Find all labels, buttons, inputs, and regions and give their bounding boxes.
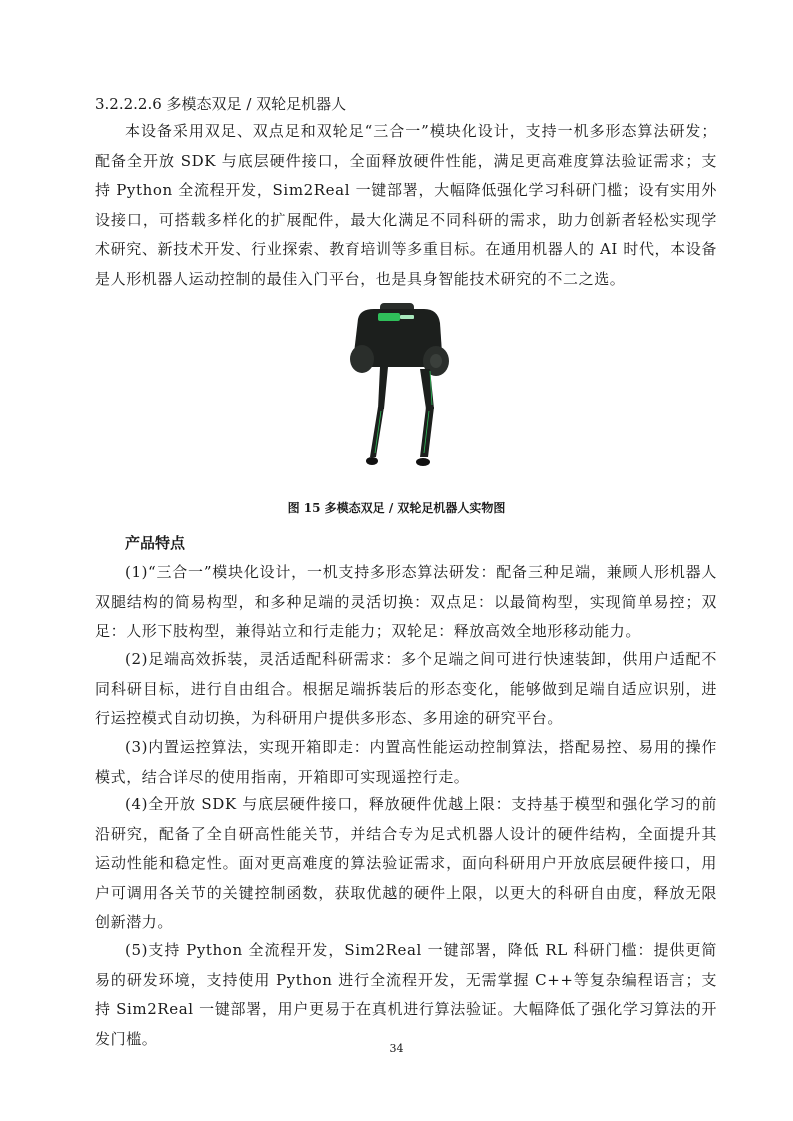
section-heading: 3.2.2.2.6 多模态双足 / 双轮足机器人 <box>95 95 347 113</box>
feature-paragraph: (3)内置运控算法，实现开箱即走：内置高性能运动控制算法，搭配易控、易用的操作模式，结合详尽的使用指南，开箱即可实现遥控行走。 <box>95 738 717 786</box>
robot-photo <box>340 297 456 477</box>
page-number: 34 <box>389 1042 404 1055</box>
feature-paragraph: (2)足端高效拆装，灵活适配科研需求：多个足端之间可进行快速装卸，供用户适配不同科研目标，进行自由组合。根据足端拆装后的形态变化，能够做到足端自适应识别，进行运控模式自动切换，为科研用户提供多形态、多用途的研究平台。 <box>95 650 717 727</box>
features-title: 产品特点 <box>125 534 186 552</box>
feature-paragraph: (1)“三合一”模块化设计，一机支持多形态算法研发：配备三种足端，兼顾人形机器人双腿结构的简易构型，和多种足端的灵活切换：双点足：以最简构型，实现简单易控；双足：人形下肢构型，兼得站立和行走能力；双轮足：释放高效全地形移动能力。 <box>95 563 717 640</box>
intro-paragraph: 本设备采用双足、双点足和双轮足“三合一”模块化设计，支持一机多形态算法研发；配备全开放 SDK 与底层硬件接口，全面释放硬件性能，满足更高难度算法验证需求；支持 Python 全流程开发，Sim2Real 一键部署，大幅降低强化学习科研门槛；设有实用外设接口，可搭载多样化的扩展配件，最大化满足不同科研的需求，助力创新者轻松实现学术研究、新技术开发、行业探索、教育培训等多重目标。在通用机器人的 AI 时代，本设备是人形机器人运动控制的最佳入门平台，也是具身智能技术研究的不二之选。 <box>95 122 717 288</box>
feature-paragraph: (4)全开放 SDK 与底层硬件接口，释放硬件优越上限：支持基于模型和强化学习的前沿研究，配备了全自研高性能关节，并结合专为足式机器人设计的硬件结构，全面提升其运动性能和稳定性。面对更高难度的算法验证需求，面向科研用户开放底层硬件接口，用户可调用各关节的关键控制函数，获取优越的硬件上限，以更大的科研自由度，释放无限创新潜力。 <box>95 795 717 931</box>
feature-paragraph: (5)支持 Python 全流程开发，Sim2Real 一键部署，降低 RL 科研门槛：提供更简易的研发环境，支持使用 Python 进行全流程开发，无需掌握 C++等复杂编程语言；支持 Sim2Real 一键部署，用户更易于在真机进行算法验证。大幅降低了强化学习算法的开发门槛。 <box>95 941 717 1048</box>
figure-caption: 图 15 多模态双足 / 双轮足机器人实物图 <box>287 501 506 515</box>
